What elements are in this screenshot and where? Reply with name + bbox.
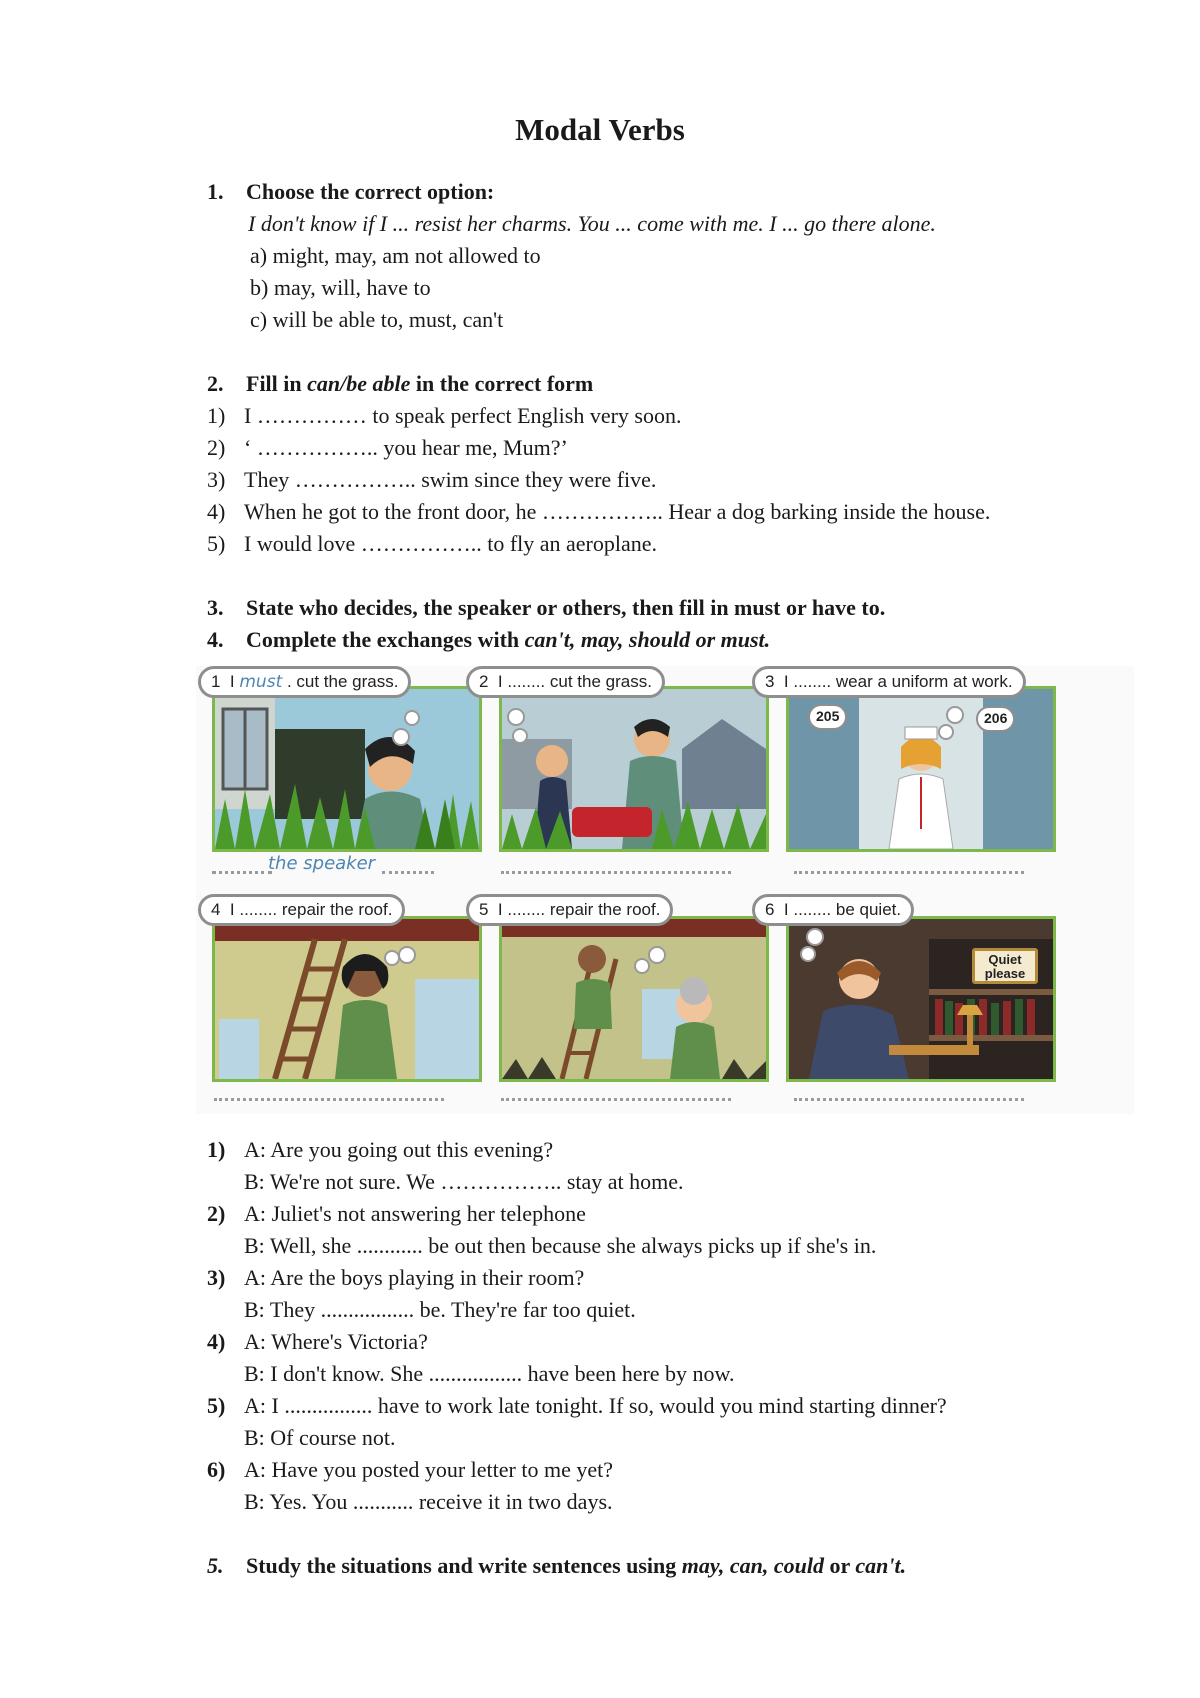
ex2-item-number: 5) — [207, 531, 226, 556]
panel-1-illustration — [212, 686, 482, 852]
dialogue-line-a: A: I ................ have to work late tonight. If so, would you mind starting dinner? — [244, 1393, 947, 1418]
room-number-left: 205 — [808, 704, 847, 730]
panel-2-caption — [466, 666, 665, 698]
panel-post: ........ be quiet. — [793, 900, 902, 919]
woman-on-ladder-icon — [215, 919, 479, 1079]
thought-dot — [398, 946, 416, 964]
panel-1-answer-line — [382, 871, 434, 874]
ex5-heading-keyword: may, can, could — [681, 1553, 824, 1578]
panel-5-caption — [466, 894, 673, 926]
panel-5-illustration — [499, 916, 769, 1082]
panel-6-illustration — [786, 916, 1056, 1082]
ex1-heading: Choose the correct option: — [246, 179, 495, 204]
ex4-heading-keyword: can't, may, should or must. — [524, 627, 771, 652]
ex2-item-number: 2) — [207, 435, 226, 460]
panel-number: 1 — [211, 672, 221, 691]
ex2-item-text: They …………….. swim since they were five. — [244, 467, 657, 492]
panel-number: 6 — [765, 900, 775, 919]
panel-6-answer-line — [794, 1098, 1024, 1101]
dialogue-number: 6) — [207, 1457, 226, 1482]
dialogue-line-b: B: They ................. be. They're far too quiet. — [244, 1297, 636, 1322]
thought-dot — [806, 928, 824, 946]
man-in-grass-icon — [215, 689, 479, 849]
panel-number: 4 — [211, 900, 221, 919]
ex5-heading-keyword: can't. — [855, 1553, 907, 1578]
ex2-item-text: I would love …………….. to fly an aeroplane. — [244, 531, 658, 556]
ex2-item-text: I …………… to speak perfect English very soon. — [244, 403, 682, 428]
dialogue-number: 4) — [207, 1329, 226, 1354]
thought-dot — [946, 706, 964, 724]
ex1-option-a: a) might, may, am not allowed to — [250, 243, 541, 268]
panel-4-answer-line — [214, 1098, 444, 1101]
panel-number: 5 — [479, 900, 489, 919]
panel-post: . cut the grass. — [282, 672, 399, 691]
quiet-please-sign: Quiet please — [972, 948, 1038, 984]
thought-dot — [384, 950, 400, 966]
ex2-item-number: 4) — [207, 499, 226, 524]
panel-pre: I — [497, 672, 508, 691]
room-number-right: 206 — [976, 706, 1015, 732]
dialogue-number: 5) — [207, 1393, 226, 1418]
thought-dot — [634, 958, 650, 974]
panel-3-answer-line — [794, 871, 1024, 874]
ex2-item-text: ‘ …………….. you hear me, Mum?’ — [244, 435, 568, 460]
dialogue-number: 1) — [207, 1137, 226, 1162]
dialogue-line-a: A: Have you posted your letter to me yet? — [244, 1457, 614, 1482]
panel-6-caption — [752, 894, 914, 926]
ex1-number: 1. — [207, 179, 224, 204]
dialogue-line-a: A: Are you going out this evening? — [244, 1137, 554, 1162]
panel-number: 2 — [479, 672, 489, 691]
ex5-heading-part: or — [823, 1553, 856, 1578]
panel-pre: I — [497, 900, 508, 919]
panel-post: ........ cut the grass. — [507, 672, 652, 691]
ex1-sentence: I don't know if I ... resist her charms. You ... come with me. I ... go there alone. — [248, 211, 936, 236]
panel-1-handwritten-answer: must — [239, 672, 283, 692]
ex2-heading — [246, 370, 593, 398]
ex4-heading — [246, 626, 770, 654]
panel-pre: I — [783, 900, 794, 919]
dialogue-line-b: B: We're not sure. We …………….. stay at home. — [244, 1169, 684, 1194]
dialogue-line-b: B: Of course not. — [244, 1425, 396, 1450]
lawnmower-scene-icon — [502, 689, 766, 849]
panel-post: ........ repair the roof. — [507, 900, 661, 919]
panel-3-caption — [752, 666, 1026, 698]
ex3-heading: State who decides, the speaker or others, then fill in must or have to. — [246, 595, 886, 620]
ex2-item-text: When he got to the front door, he …………….. Hear a dog barking inside the house. — [244, 499, 991, 524]
panel-4-illustration — [212, 916, 482, 1082]
panel-pre: I — [229, 672, 240, 691]
ex2-heading-keyword: can/be able — [307, 371, 411, 396]
panel-pre: I — [783, 672, 794, 691]
panel-pre: I — [229, 900, 240, 919]
ex1-option-b: b) may, will, have to — [250, 275, 431, 300]
dialogue-line-a: A: Where's Victoria? — [244, 1329, 428, 1354]
dialogue-number: 2) — [207, 1201, 226, 1226]
thought-dot — [648, 946, 666, 964]
thought-dot — [392, 728, 410, 746]
dialogue-line-b: B: Well, she ............ be out then because she always picks up if she's in. — [244, 1233, 877, 1258]
ex2-heading-part: Fill in — [246, 371, 308, 396]
dialogue-line-a: A: Juliet's not answering her telephone — [244, 1201, 586, 1226]
ex2-heading-part: in the correct form — [410, 371, 594, 396]
ex4-number: 4. — [207, 627, 224, 652]
panel-post: ........ wear a uniform at work. — [793, 672, 1013, 691]
panel-1-caption — [198, 666, 411, 698]
dialogue-line-b: B: I don't know. She ................. have been here by now. — [244, 1361, 735, 1386]
ex4-heading-part: Complete the exchanges with — [246, 627, 525, 652]
panel-post: ........ repair the roof. — [239, 900, 393, 919]
dialogue-number: 3) — [207, 1265, 226, 1290]
ladder-old-woman-icon — [502, 919, 766, 1079]
ex2-item-number: 1) — [207, 403, 226, 428]
ex5-number: 5. — [207, 1553, 224, 1578]
panel-2-illustration — [499, 686, 769, 852]
panel-4-caption — [198, 894, 405, 926]
ex5-heading — [246, 1552, 906, 1580]
picture-grid — [196, 666, 1134, 1114]
ex2-number: 2. — [207, 371, 224, 396]
ex5-heading-part: Study the situations and write sentences using — [246, 1553, 682, 1578]
panel-number: 3 — [765, 672, 775, 691]
page-title: Modal Verbs — [515, 112, 685, 147]
thought-dot — [938, 724, 954, 740]
ex3-number: 3. — [207, 595, 224, 620]
panel-2-answer-line — [501, 871, 731, 874]
thought-dot — [512, 728, 528, 744]
library-scene-icon — [789, 919, 1053, 1079]
panel-1-answer-line — [212, 871, 272, 874]
thought-dot — [800, 946, 816, 962]
ex2-item-number: 3) — [207, 467, 226, 492]
thought-dot — [507, 708, 525, 726]
thought-dot — [404, 710, 420, 726]
dialogue-line-a: A: Are the boys playing in their room? — [244, 1265, 585, 1290]
panel-5-answer-line — [501, 1098, 731, 1101]
ex1-option-c: c) will be able to, must, can't — [250, 307, 504, 332]
dialogue-line-b: B: Yes. You ........... receive it in two days. — [244, 1489, 613, 1514]
panel-1-answer: the speaker — [268, 853, 376, 874]
